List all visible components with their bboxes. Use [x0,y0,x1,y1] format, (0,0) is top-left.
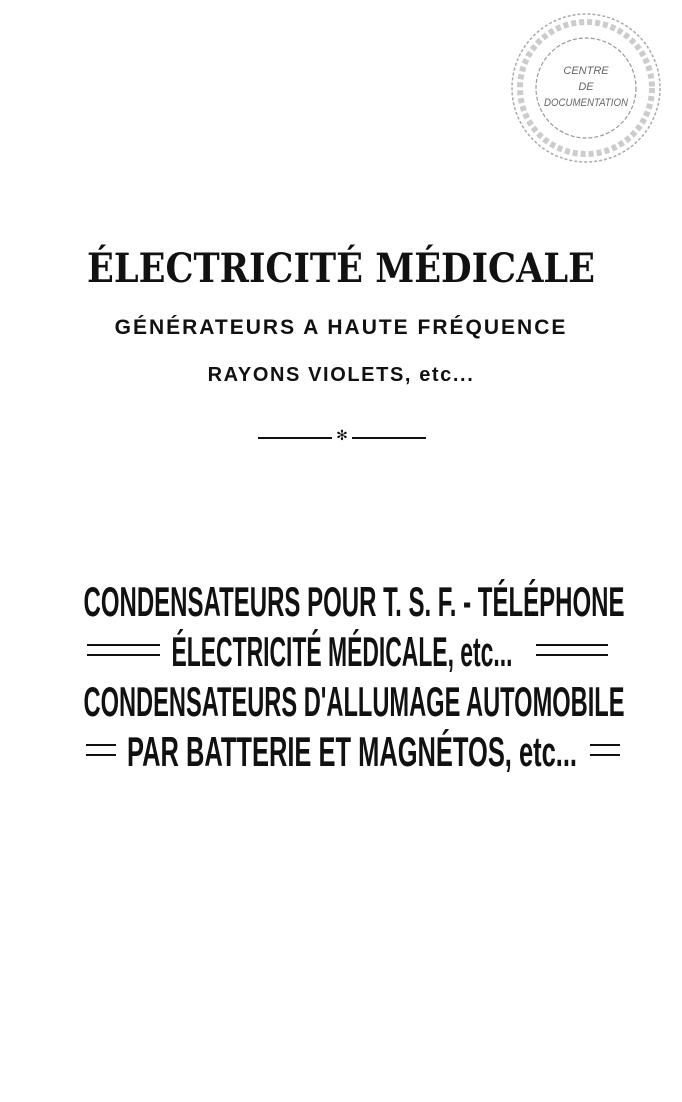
stamp-text: DE [578,81,594,93]
subtitle: GÉNÉRATEURS A HAUTE FRÉQUENCE [114,316,568,339]
double-rule [590,744,620,756]
product-line [0,574,682,622]
product-text: CONDENSATEURS POUR T. S. F. - TÉLÉPHONE [83,578,625,622]
subtitle-secondary: RAYONS VIOLETS, etc... [207,364,475,386]
ornament-divider [258,428,426,445]
double-rule [536,644,608,656]
stamp-text: CENTRE [563,65,609,77]
asterisk-icon: ✻ [336,428,348,444]
product-text: CONDENSATEURS D'ALLUMAGE AUTOMOBILE [83,678,625,722]
product-line [0,674,682,722]
product-line [0,724,682,772]
divider-line [352,437,426,439]
stamp-text: DOCUMENTATION [544,97,629,109]
product-text: PAR BATTERIE ET MAGNÉTOS, etc... [127,728,577,772]
page-title: ÉLECTRICITÉ MÉDICALE [87,245,595,292]
divider-line [258,437,332,439]
product-text: ÉLECTRICITÉ MÉDICALE, etc... [171,628,513,672]
page-title-wrap [0,236,682,292]
library-stamp [506,8,666,168]
